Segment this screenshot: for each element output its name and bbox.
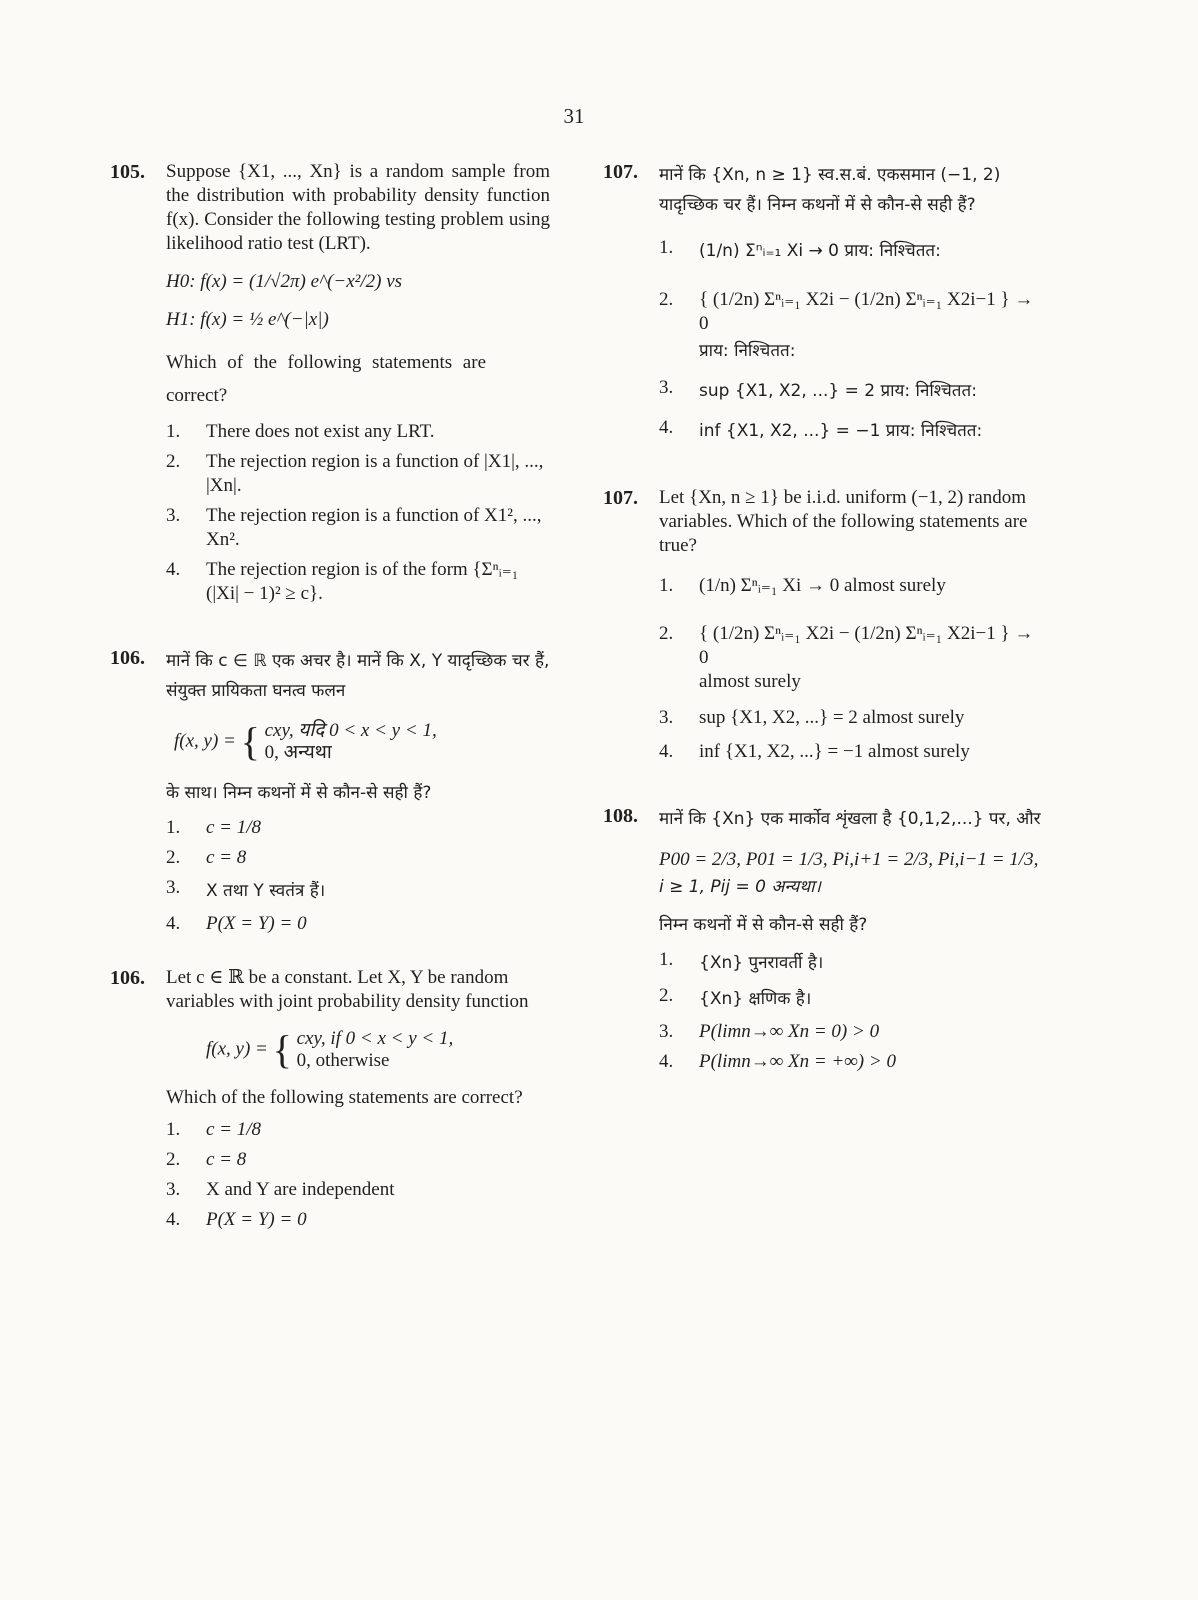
transition-probabilities: P00 = 2/3, P01 = 1/3, Pi,i+1 = 2/3, Pi,i−1 = 1/3, i ≥ 1, Pij = 0 अन्यथा। <box>659 849 1039 897</box>
option-1: 1. (1/n) Σⁿᵢ₌₁ Xi → 0 almost surely <box>659 575 946 596</box>
option-2: 2. The rejection region is a function of |X1|, ..., |Xn|. <box>166 451 544 496</box>
option-4: 4. The rejection region is of the form {Σⁿᵢ₌₁ (|Xi| − 1)² ≥ c}. <box>166 559 519 604</box>
option-4: 4. inf {X1, X2, ...} = −1 प्राय: निश्चितत: <box>659 417 983 441</box>
question-number: 107. <box>603 161 638 183</box>
question-stem: मानें कि {Xn} एक मार्कोव शृंखला है {0,1,2,...} पर, और <box>659 809 1041 829</box>
question-107-hindi <box>603 160 1043 446</box>
option-1: 1. c = 1/8 <box>166 1119 262 1140</box>
option-3: 3. X तथा Y स्वतंत्र हैं। <box>166 877 326 901</box>
question-number: 107. <box>603 487 638 509</box>
option-2: 2. c = 8 <box>166 847 247 868</box>
hypothesis-h1: H1: f(x) = ½ e^(−|x|) <box>166 309 329 330</box>
option-2: 2. { (1/2n) Σⁿᵢ₌₁ X2i − (1/2n) Σⁿᵢ₌₁ X2i−1 } → 0 प्राय: निश्चितत: <box>659 289 1034 361</box>
option-1: 1. c = 1/8 <box>166 817 262 838</box>
option-3: 3. sup {X1, X2, ...} = 2 प्राय: निश्चितत: <box>659 377 977 401</box>
option-1: 1. (1/n) Σⁿᵢ₌₁ Xi → 0 प्राय: निश्चितत: <box>659 237 941 261</box>
question-stem: Suppose {X1, ..., Xn} is a random sample from the distribution with probability density function f(x). Consider the following testing problem using likelihood ratio test (LRT). <box>166 161 550 254</box>
option-3: 3. X and Y are independent <box>166 1179 395 1200</box>
question-105 <box>110 160 550 606</box>
options-list <box>166 816 550 936</box>
option-2: 2. {Xn} क्षणिक है। <box>659 985 812 1009</box>
question-106-english <box>110 966 550 1232</box>
question-108-hindi <box>603 804 1043 1074</box>
options-list <box>166 1118 550 1232</box>
question-prompt: Which of the following statements are correct? <box>166 1087 523 1108</box>
option-3: 3. The rejection region is a function of X1², ..., Xn². <box>166 505 542 550</box>
left-column <box>110 160 550 1238</box>
option-1: 1. {Xn} पुनरावर्ती है। <box>659 949 824 973</box>
options-list <box>659 574 1043 764</box>
option-4: 4. inf {X1, X2, ...} = −1 almost surely <box>659 741 970 762</box>
options-list <box>659 948 1043 1074</box>
hypothesis-h0: H0: f(x) = (1/√2π) e^(−x²/2) vs <box>166 271 403 292</box>
options-list <box>166 420 550 606</box>
option-4: 4. P(limn→∞ Xn = +∞) > 0 <box>659 1051 896 1072</box>
option-4: 4. P(X = Y) = 0 <box>166 1209 307 1230</box>
question-stem: Let c ∈ ℝ be a constant. Let X, Y be random variables with joint probability density function <box>166 967 529 1012</box>
question-number: 105. <box>110 161 145 183</box>
density-function: f(x, y) = { cxy, यदि 0 < x < y < 1, 0, अन्यथा <box>174 719 437 764</box>
question-107-english <box>603 486 1043 764</box>
question-stem: मानें कि {Xn, n ≥ 1} स्व.स.बं. एकसमान (−1, 2) यादृच्छिक चर हैं। निम्न कथनों में से कौन-से सही हैं? <box>659 165 1001 215</box>
options-list <box>659 236 1043 446</box>
question-number: 106. <box>110 647 145 669</box>
option-2: 2. { (1/2n) Σⁿᵢ₌₁ X2i − (1/2n) Σⁿᵢ₌₁ X2i−1 } → 0 almost surely <box>659 623 1034 692</box>
option-3: 3. sup {X1, X2, ...} = 2 almost surely <box>659 707 965 728</box>
option-4: 4. P(X = Y) = 0 <box>166 913 307 934</box>
density-function: f(x, y) = { cxy, if 0 < x < y < 1, 0, otherwise <box>206 1027 454 1072</box>
option-1: 1. There does not exist any LRT. <box>166 421 435 442</box>
question-number: 106. <box>110 967 145 989</box>
question-stem: Let {Xn, n ≥ 1} be i.i.d. uniform (−1, 2) random variables. Which of the following statements are true? <box>659 487 1028 556</box>
page-number: 31 <box>563 104 585 128</box>
right-column <box>603 160 1043 1080</box>
question-prompt: के साथ। निम्न कथनों में से कौन-से सही हैं? <box>166 783 432 803</box>
question-prompt: Which of the following statements are correct? <box>166 352 486 406</box>
option-3: 3. P(limn→∞ Xn = 0) > 0 <box>659 1021 880 1042</box>
question-stem: मानें कि c ∈ ℝ एक अचर है। मानें कि X, Y यादृच्छिक चर हैं, संयुक्त प्रायिकता घनत्व फलन <box>166 651 550 701</box>
option-2: 2. c = 8 <box>166 1149 247 1170</box>
question-number: 108. <box>603 805 638 827</box>
question-prompt: निम्न कथनों में से कौन-से सही हैं? <box>659 915 868 935</box>
question-106-hindi <box>110 646 550 936</box>
